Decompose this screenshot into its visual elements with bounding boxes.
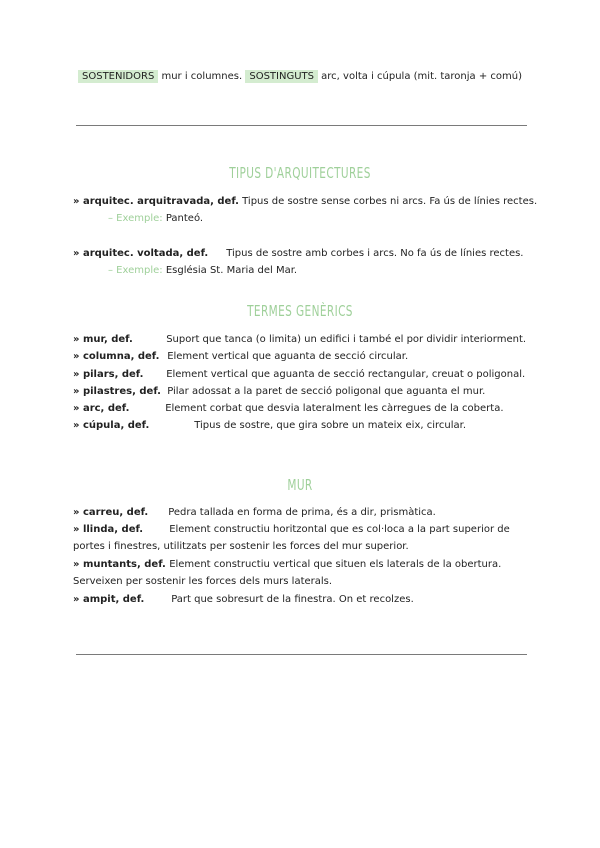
description: Element constructiu horitzontal que es col·loca a la part superior de bbox=[169, 524, 510, 535]
description: Pilar adossat a la paret de secció poligonal que aguanta el mur. bbox=[167, 386, 486, 397]
definition-arquitravada bbox=[73, 196, 537, 207]
heading-termes: TERMES GENÈRICS bbox=[247, 302, 353, 320]
term: » carreu, def. bbox=[73, 507, 149, 518]
description: Element constructiu vertical que situen els laterals de la obertura. bbox=[169, 559, 502, 570]
definition-llinda bbox=[73, 524, 510, 535]
description: Tipus de sostre, que gira sobre un mateix eix, circular. bbox=[194, 420, 466, 431]
example-text: Panteó. bbox=[165, 213, 204, 224]
intro-text-2: arc, volta i cúpula (mit. taronja + comú) bbox=[317, 71, 522, 82]
definition-llinda-continuation: portes i finestres, utilitzats per sostenir les forces del mur superior. bbox=[73, 541, 409, 552]
definition-ampit bbox=[73, 594, 414, 605]
highlight-sostinguts: SOSTINGUTS bbox=[245, 70, 318, 83]
description: Part que sobresurt de la finestra. On et recolzes. bbox=[171, 594, 414, 605]
definition-pilars bbox=[73, 369, 525, 380]
definition-mur bbox=[73, 334, 526, 345]
term: » pilastres, def. bbox=[73, 386, 161, 397]
example-label: – Exemple: bbox=[108, 213, 163, 224]
definition-cupula bbox=[73, 420, 466, 431]
definition-pilastres bbox=[73, 386, 485, 397]
example-voltada bbox=[108, 265, 297, 276]
intro-line bbox=[78, 71, 522, 82]
heading-mur: MUR bbox=[287, 476, 313, 494]
example-text: Església St. Maria del Mar. bbox=[165, 265, 298, 276]
example-arquitravada bbox=[108, 213, 203, 224]
description: Tipus de sostre sense corbes ni arcs. Fa ús de línies rectes. bbox=[242, 196, 538, 207]
divider-top bbox=[76, 125, 527, 126]
intro-text-1: mur i columnes. bbox=[158, 71, 243, 82]
divider-bottom bbox=[76, 654, 527, 655]
term: » mur, def. bbox=[73, 334, 133, 345]
example-label: – Exemple: bbox=[108, 265, 163, 276]
description: Element corbat que desvia lateralment les càrregues de la coberta. bbox=[165, 403, 504, 414]
term: » muntants, def. bbox=[73, 559, 166, 570]
term: » pilars, def. bbox=[73, 369, 144, 380]
description: Suport que tanca (o limita) un edifici i també el por dividir interiorment. bbox=[166, 334, 527, 345]
term: » columna, def. bbox=[73, 351, 160, 362]
definition-arc bbox=[73, 403, 504, 414]
highlight-sostenidors: SOSTENIDORS bbox=[78, 70, 158, 83]
description: Element vertical que aguanta de secció rectangular, creuat o poligonal. bbox=[166, 369, 526, 380]
definition-muntants bbox=[73, 559, 501, 570]
term: » cúpula, def. bbox=[73, 420, 150, 431]
heading-tipus: TIPUS D'ARQUITECTURES bbox=[229, 164, 371, 182]
definition-carreu bbox=[73, 507, 436, 518]
definition-muntants-continuation: Serveixen per sostenir les forces dels murs laterals. bbox=[73, 576, 333, 587]
description: Element vertical que aguanta de secció circular. bbox=[167, 351, 409, 362]
definition-voltada bbox=[73, 248, 523, 259]
term: » llinda, def. bbox=[73, 524, 144, 535]
description: Pedra tallada en forma de prima, és a dir, prismàtica. bbox=[168, 507, 436, 518]
description: Tipus de sostre amb corbes i arcs. No fa ús de línies rectes. bbox=[226, 248, 524, 259]
definition-columna bbox=[73, 351, 408, 362]
term: » arc, def. bbox=[73, 403, 130, 414]
term: » ampit, def. bbox=[73, 594, 145, 605]
term: » arquitec. arquitravada, def. bbox=[73, 196, 239, 207]
term: » arquitec. voltada, def. bbox=[73, 248, 209, 259]
